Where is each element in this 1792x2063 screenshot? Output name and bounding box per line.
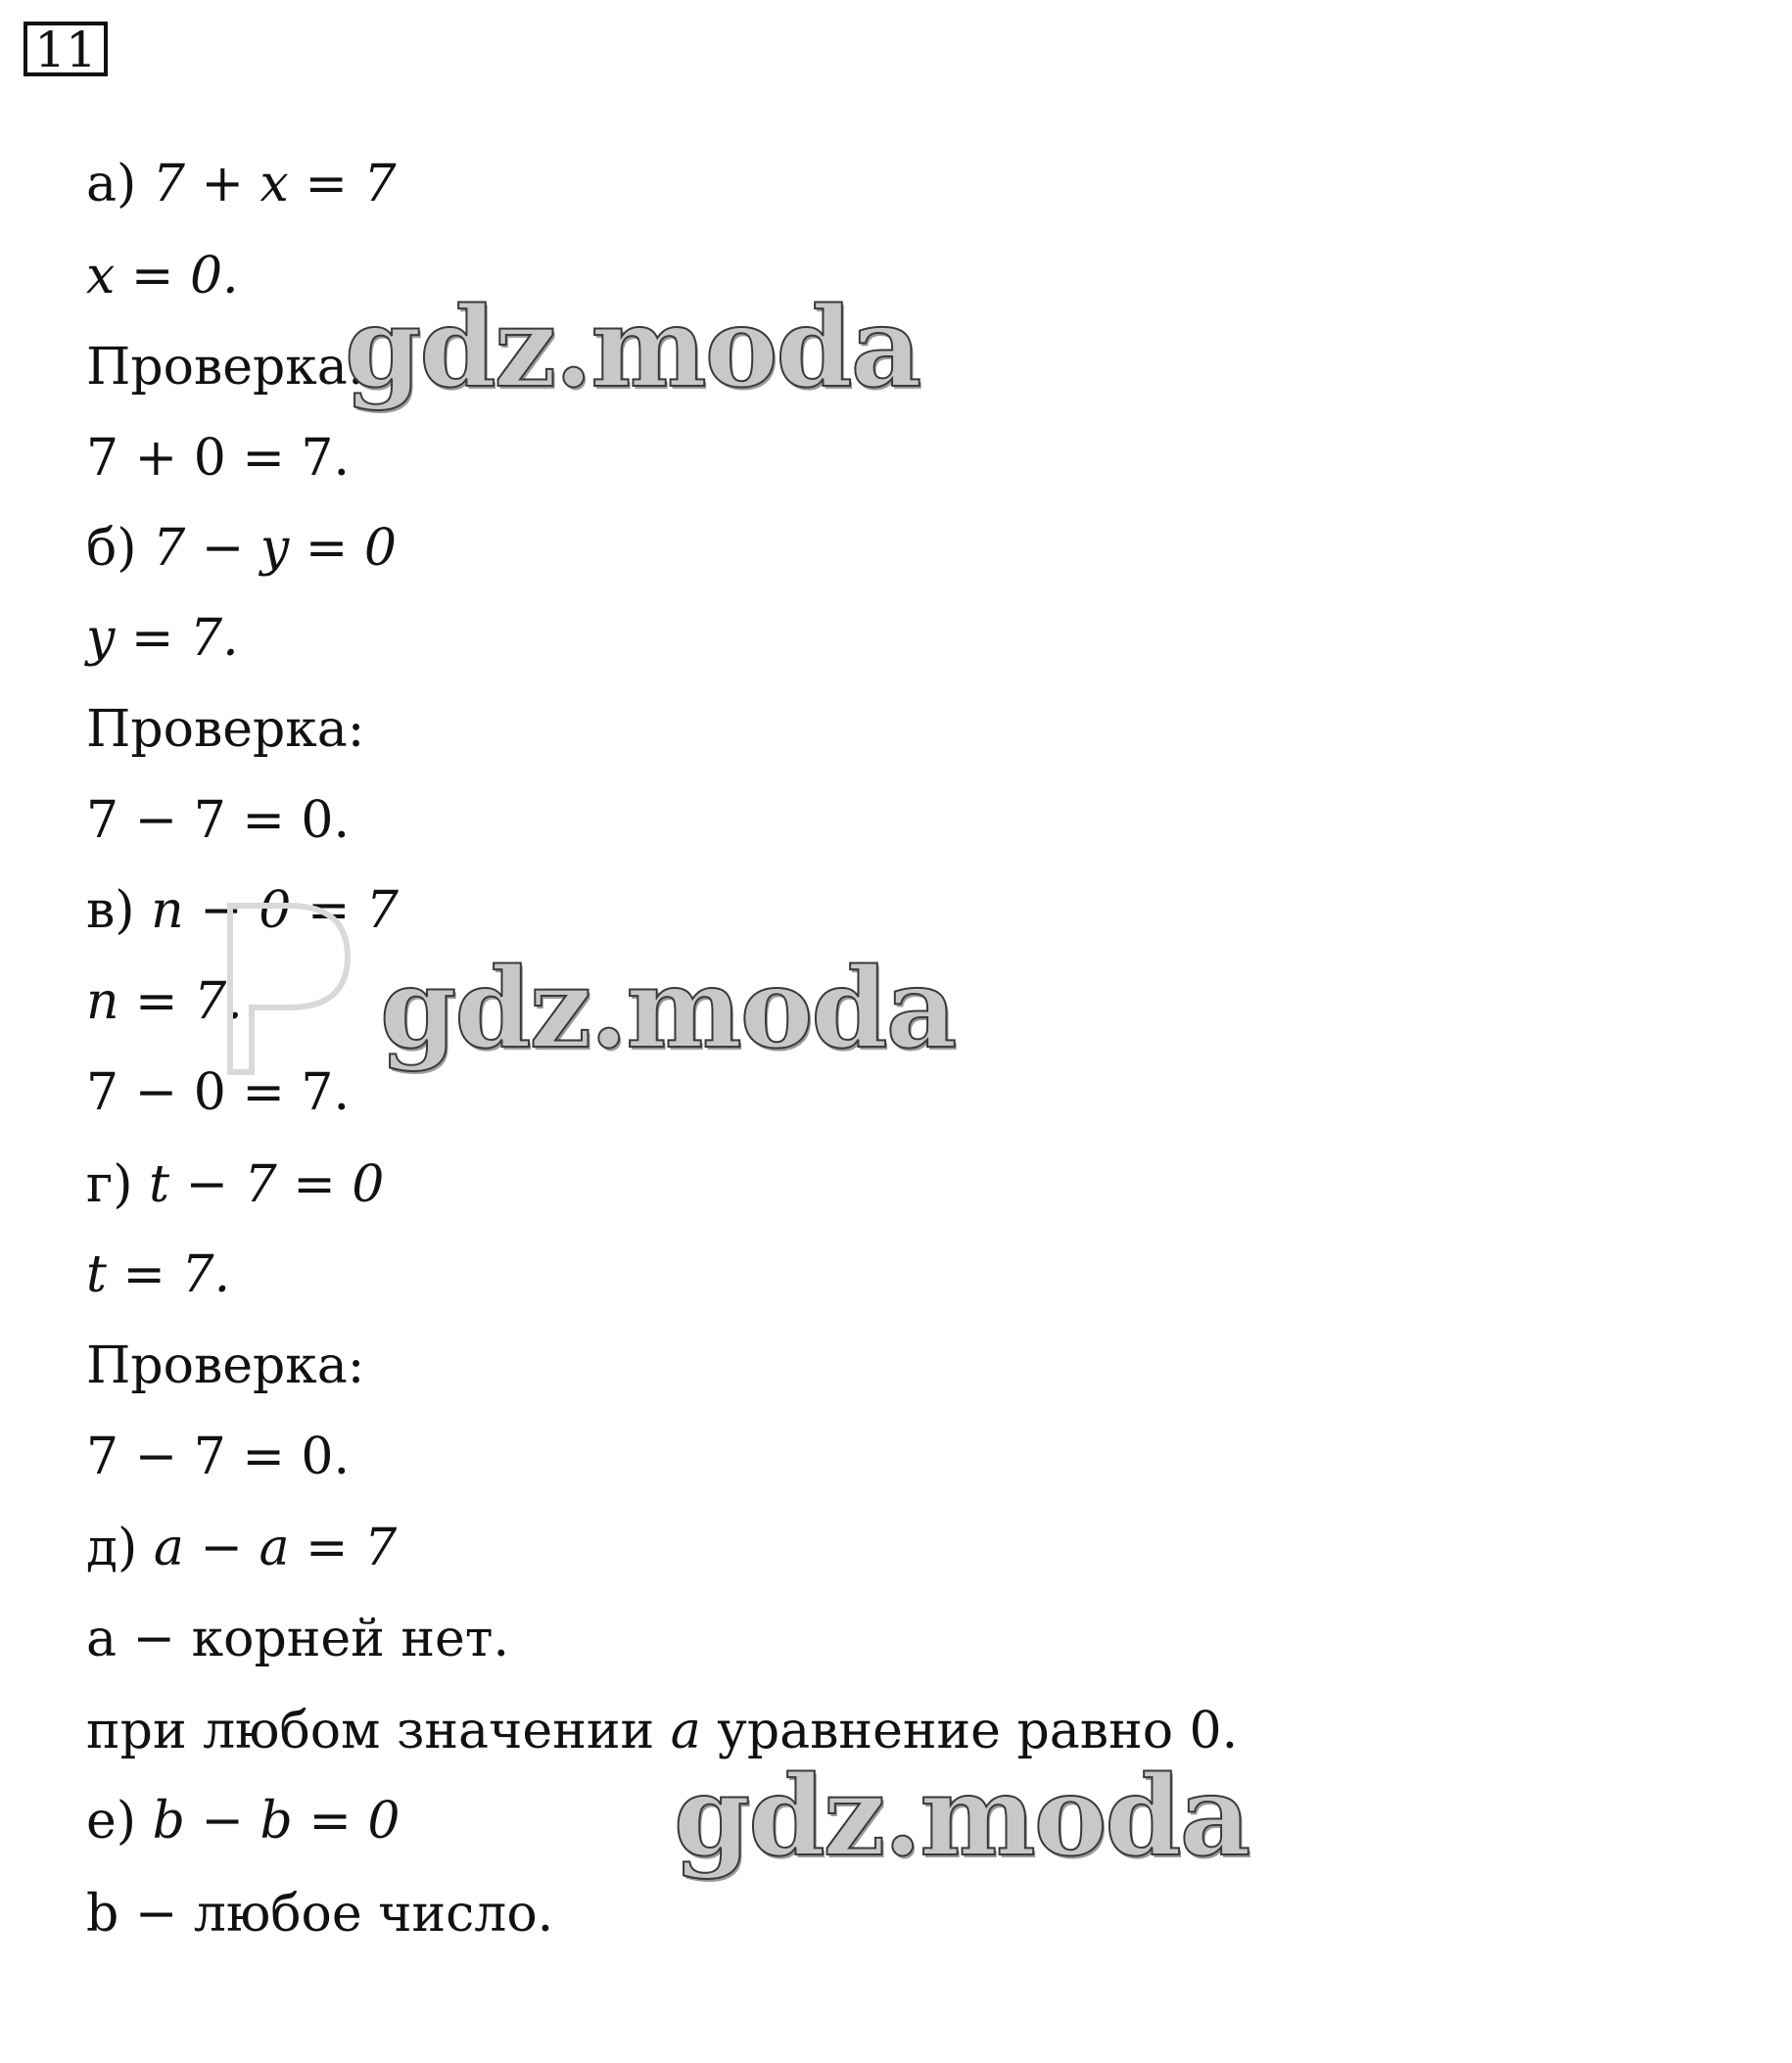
math-expression: 7 + x = 7 — [152, 155, 397, 213]
line-label: а) — [86, 155, 153, 213]
check-label: Проверка: — [86, 700, 365, 759]
line-d-equation — [86, 1519, 397, 1577]
line-b-check-label — [86, 700, 364, 759]
watermark-text: gdz.moda — [380, 945, 956, 1073]
math-expression: 7 − 0 = 7. — [86, 1063, 351, 1122]
line-b-check — [86, 791, 350, 850]
line-b-equation — [86, 519, 397, 578]
math-expression: t − 7 = 0 — [149, 1155, 385, 1214]
math-expression: b − b = 0 — [152, 1792, 401, 1851]
line-a-equation — [86, 155, 397, 213]
math-expression: t = 7. — [86, 1245, 231, 1304]
math-expression: 7 + 0 = 7. — [86, 429, 351, 488]
math-expression: 7 − y = 0 — [153, 519, 397, 578]
line-label: е) — [86, 1792, 153, 1851]
math-expression: a − a = 7 — [153, 1519, 398, 1577]
math-expression: 7 − 7 = 0. — [86, 791, 351, 850]
line-label: г) — [86, 1155, 150, 1214]
task-number: 11 — [34, 22, 97, 78]
watermark-logo-icon — [211, 896, 357, 1082]
line-g-check — [86, 1428, 350, 1486]
line-a-check-label — [86, 338, 364, 397]
line-e-answer — [86, 1885, 553, 1944]
line-a-solution — [86, 247, 239, 305]
line-a-check — [86, 429, 350, 488]
math-expression: b − любое число. — [86, 1885, 554, 1944]
check-label: Проверка: — [86, 338, 365, 397]
math-expression: 7 − 7 = 0. — [86, 1428, 351, 1486]
line-label: б) — [86, 519, 154, 578]
watermark-text: gdz.moda — [345, 284, 920, 412]
math-expression: n = 7. — [86, 972, 243, 1031]
line-label: в) — [86, 881, 152, 940]
check-label: Проверка: — [86, 1336, 365, 1395]
line-g-equation — [86, 1155, 384, 1214]
math-variable: a — [670, 1702, 701, 1760]
math-expression: x = 0. — [86, 247, 239, 305]
line-d-answer — [86, 1610, 509, 1668]
math-expression: y = 7. — [86, 609, 239, 668]
watermark-text: gdz.moda — [674, 1753, 1250, 1881]
line-label: д) — [86, 1519, 154, 1577]
math-expression: a − корней нет. — [86, 1610, 510, 1668]
line-d-explanation: при любом значении a уравнение равно 0. — [86, 1702, 1239, 1760]
line-g-check-label — [86, 1336, 364, 1395]
line-e-equation — [86, 1792, 401, 1851]
task-number-box — [24, 22, 108, 76]
line-g-solution — [86, 1245, 230, 1304]
math-expression: n − 0 = 7 — [151, 881, 400, 940]
line-b-solution — [86, 609, 239, 668]
